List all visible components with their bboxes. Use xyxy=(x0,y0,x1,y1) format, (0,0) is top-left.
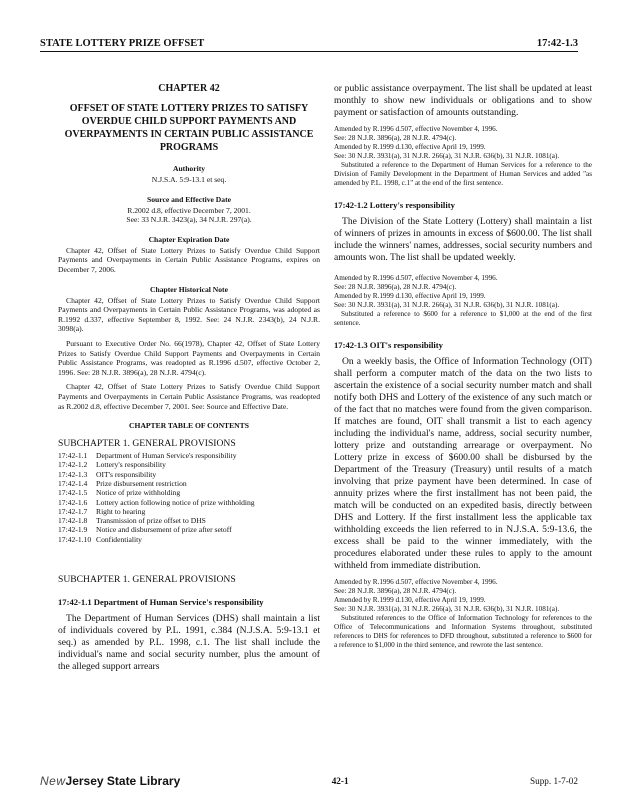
section-1-2-body: The Division of the State Lottery (Lottery) shall maintain a list of winners of prizes in amounts in excess of $600.00. The list shall include the winners' names, addresses, social security numbers and amounts won. The list shall be updated weekly. xyxy=(334,216,592,263)
header-rule xyxy=(40,51,578,52)
section-1-2-heading: 17:42-1.2 Lottery's responsibility xyxy=(334,200,455,210)
toc-row: 17:42-1.7 Right to hearing xyxy=(58,506,146,516)
historical-heading: Chapter Historical Note xyxy=(150,284,228,294)
historical-note-1: Chapter 42, Offset of State Lottery Prizes to Satisfy Overdue Child Support Payments and Overpayments in Certain Public Assistance Programs, was adopted as R.1992 d.337, effective September 8, 1992. See: 24 N.J.R. 2343(b), 24 N.J.R. 3098(a). xyxy=(58,295,320,334)
toc-row: 17:42-1.9 Notice and disbursement of prize after setoff xyxy=(58,525,232,535)
section-1-1-continued: or public assistance overpayment. The list shall be updated at least monthly to show new individuals or obligations and to show payment or satisfaction of amounts outstanding. xyxy=(334,83,592,118)
section-1-1-heading: 17:42-1.1 Department of Human Service's responsibility xyxy=(58,597,264,608)
toc-row: 17:42-1.2 Lottery's responsibility xyxy=(58,460,166,470)
section-1-2-history: Amended by R.1996 d.507, effective November 4, 1996. See: 28 N.J.R. 3896(a), 28 N.J.R. 4794(c). Amended by R.1999 d.130, effective April 19, 1999. See: 30 N.J.R. 3931(a), 31 N.J.R. 266(a), 31 N.J.R. 636(b), 31 N.J.R. 1081(a). Substituted a reference to $600 for a reference to $1,000 at the end of the first sentence. xyxy=(334,274,592,327)
toc-heading: CHAPTER TABLE OF CONTENTS xyxy=(129,421,249,431)
section-1-3-body: On a weekly basis, the Office of Information Technology (OIT) shall perform a computer match of the data on the two lists to ascertain the existence of a social security number match and shall notify both DHS and Lottery of the existence of any such match or of the fact that no matches were found from the given comparison. If matches are found, OIT shall transmit a list to each agency including the individual's name, address, social security number, lottery prize and outstanding arrearage or overpayment. No Lottery prize in excess of $600.00 shall be disbursed by the Department of the Treasury (Treasury) until results of a match involving that prize payment have been determined. In case of annuity prizes where the first installment has not been paid, the match will be conducted on an expedited basis, directly between DHS and Lottery. If the first installment less the applicable tax withholding exceeds the lien referred to in N.J.S.A. 5:9-13.6, the excess shall be paid to the winner immediately, with the procedures elaborated under these rules to apply to the amount withheld from immediate distribution. xyxy=(334,356,592,571)
subchapter-heading: SUBCHAPTER 1. GENERAL PROVISIONS xyxy=(58,574,236,586)
section-1-1-body: The Department of Human Services (DHS) shall maintain a list of individuals covered by P.L. 1991, c.384 (N.J.S.A. 5:9-13.1 et seq.) as amended by P.L. 1998, c.1. The list shall include the individual's name and social security number, plus the amount of the alleged support arrears xyxy=(58,613,320,673)
toc-row: 17:42-1.5 Notice of prize withholding xyxy=(58,488,181,498)
toc-row: 17:42-1.4 Prize disbursement restriction xyxy=(58,478,187,488)
header-title: STATE LOTTERY PRIZE OFFSET xyxy=(40,38,205,49)
toc-row: 17:42-1.10 Confidentiality xyxy=(58,534,142,544)
section-1-3-history: Amended by R.1996 d.507, effective November 4, 1996. See: 28 N.J.R. 3896(a), 28 N.J.R. 4794(c). Amended by R.1999 d.130, effective April 19, 1999. See: 30 N.J.R. 3931(a), 31 N.J.R. 266(a), 31 N.J.R. 636(b), 31 N.J.R. 1081(a). Substituted references to the Office of Information Technology for references to the Office of Telecommunications and Information Systems throughout, substituted references to DHS for references to DFD throughout, substituted a reference to $600 for a reference to $1,000 in the third sentence, and rewrote the last sentence. xyxy=(334,578,592,649)
running-header xyxy=(40,33,578,49)
toc-row: 17:42-1.8 Transmission of prize offset to DHS xyxy=(58,516,206,526)
historical-note-2: Pursuant to Executive Order No. 66(1978), Chapter 42, Offset of State Lottery Prizes to Satisfy Overdue Child Support Payments and Overpayments in Certain Public Assistance Programs, was readopted as R.1996 d.507, effective October 2, 1996. See: 28 N.J.R. 3896(a), 28 N.J.R. 4794(c). xyxy=(58,338,320,377)
library-watermark: New Jersey State Library xyxy=(40,774,181,788)
section-1-1-history: Amended by R.1996 d.507, effective November 4, 1996. See: 28 N.J.R. 3896(a), 28 N.J.R. 4794(c). Amended by R.1999 d.130, effective April 19, 1999. See: 30 N.J.R. 3931(a), 31 N.J.R. 266(a), 31 N.J.R. 636(b), 31 N.J.R. 1081(a). Substituted a reference to the Department of Human Services for a reference to the Division of Family Development in the Department of Human Services and added "as amended by P.L. 1998, c.1" at the end of the first sentence. xyxy=(334,125,592,187)
page-number: 42-1 xyxy=(331,776,349,786)
right-column xyxy=(334,83,592,650)
source-line-1: R.2002 d.8, effective December 7, 2001. xyxy=(127,205,251,215)
toc-row: 17:42-1.1 Department of Human Service's responsibility xyxy=(58,451,237,461)
chapter-number: CHAPTER 42 xyxy=(158,83,220,94)
section-1-3-heading: 17:42-1.3 OIT's responsibility xyxy=(334,340,443,350)
table-of-contents xyxy=(58,451,320,544)
header-section: 17:42-1.3 xyxy=(536,38,578,49)
authority-text: N.J.S.A. 5:9-13.1 et seq. xyxy=(151,175,227,184)
chapter-title: OFFSET OF STATE LOTTERY PRIZES TO SATISFY OVERDUE CHILD SUPPORT PAYMENTS AND OVERPAYMENTS IN CERTAIN PUBLIC ASSISTANCE PROGRAMS xyxy=(64,103,314,153)
page-footer xyxy=(40,772,578,790)
left-column xyxy=(58,83,320,673)
toc-row: 17:42-1.6 Lottery action following notice of prize withholding xyxy=(58,497,255,507)
supplement-date: Supp. 1-7-02 xyxy=(530,776,578,786)
expiration-text: Chapter 42, Offset of State Lottery Prizes to Satisfy Overdue Child Support Payments and Overpayments in Certain Public Assistance Programs, expires on December 7, 2006. xyxy=(58,245,320,274)
expiration-heading: Chapter Expiration Date xyxy=(148,234,230,244)
source-heading: Source and Effective Date xyxy=(146,194,231,204)
toc-subchapter: SUBCHAPTER 1. GENERAL PROVISIONS xyxy=(58,438,236,450)
historical-note-3: Chapter 42, Offset of State Lottery Prizes to Satisfy Overdue Child Support Payments and Overpayments in Certain Public Assistance Programs, was readopted as R.2002 d.8, effective December 7, 2001. See: Source and Effective Date. xyxy=(58,382,320,411)
source-line-2: See: 33 N.J.R. 3423(a), 34 N.J.R. 297(a). xyxy=(126,215,252,225)
toc-row: 17:42-1.3 OIT's responsibility xyxy=(58,469,157,479)
authority-heading: Authority xyxy=(172,164,206,173)
